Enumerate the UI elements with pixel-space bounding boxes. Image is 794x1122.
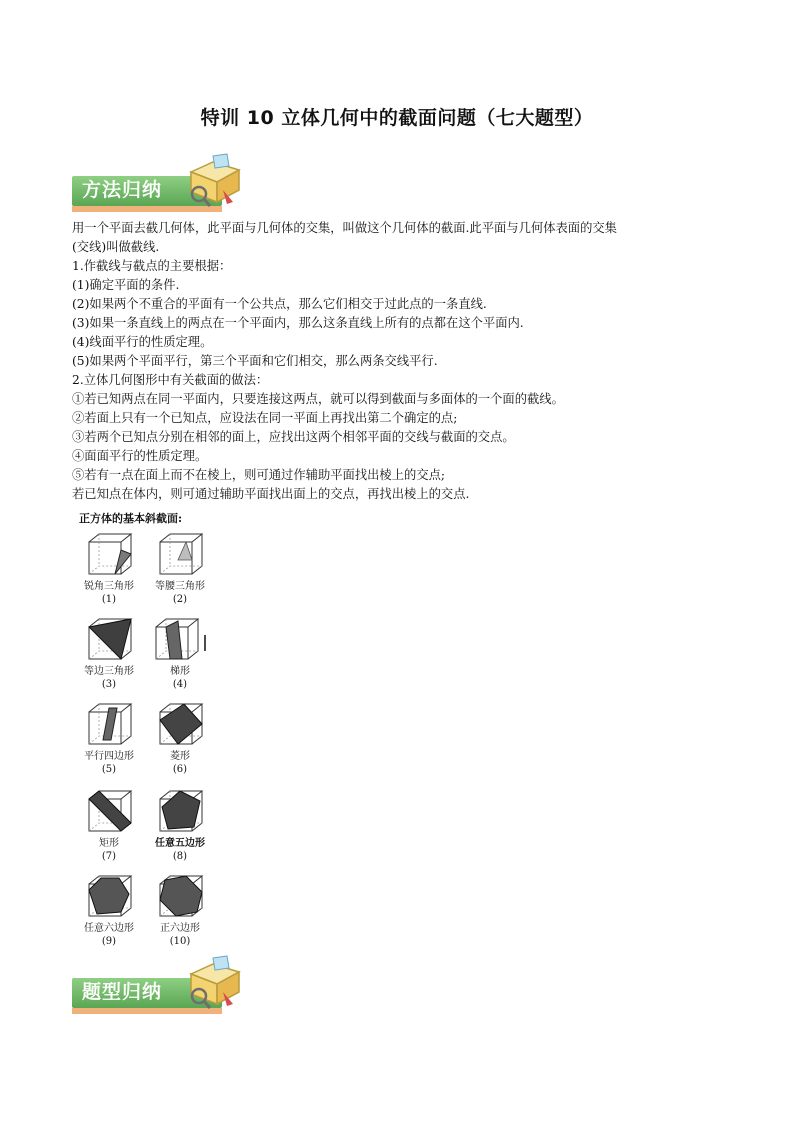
- method-text: [72, 219, 732, 504]
- cube-section-figure: [85, 615, 133, 663]
- figure-caption: 菱形: [170, 751, 190, 762]
- paragraph: ⑤若有一点在面上而不在棱上，则可通过作辅助平面找出棱上的交点;: [72, 468, 446, 482]
- figure-caption: 正六边形: [160, 923, 200, 934]
- paragraph: 用一个平面去截几何体，此平面与几何体的交集，叫做这个几何体的截面.此平面与几何体表面的交集: [72, 221, 617, 235]
- figure-caption: 锐角三角形: [84, 581, 134, 592]
- section-label: 方法归纳: [82, 179, 163, 201]
- figure-hexagon: [72, 872, 146, 948]
- figure-equilateral-triangle: [72, 615, 146, 691]
- figure-number: (3): [101, 679, 117, 690]
- figure-number: (1): [101, 594, 117, 605]
- paragraph: ①若已知两点在同一平面内，只要连接这两点，就可以得到截面与多面体的一个面的截线。: [72, 392, 564, 406]
- book-magnifier-icon: [183, 150, 247, 210]
- figure-caption: 等腰三角形: [155, 581, 205, 592]
- page-title: 特训 10 立体几何中的截面问题（七大题型）: [200, 107, 594, 129]
- cube-section-figure: [85, 700, 133, 748]
- paragraph: ②若面上只有一个已知点，应设法在同一平面上再找出第二个确定的点;: [72, 411, 458, 425]
- figure-number: (8): [172, 851, 188, 862]
- figure-caption: 任意五边形: [155, 838, 205, 849]
- book-magnifier-icon: [183, 952, 247, 1012]
- figure-caption: 等边三角形: [84, 666, 134, 677]
- paragraph: (5)如果两个平面平行，第三个平面和它们相交，那么两条交线平行.: [72, 354, 438, 368]
- section-banner-types: [72, 952, 247, 1018]
- figure-number: (10): [169, 936, 191, 947]
- cube-section-figure: [85, 872, 133, 920]
- figure-caption: 任意六边形: [84, 923, 134, 934]
- figure-number: (6): [172, 764, 188, 775]
- figure-parallelogram: [72, 700, 146, 776]
- paragraph: (2)如果两个不重合的平面有一个公共点，那么它们相交于过此点的一条直线.: [72, 297, 487, 311]
- paragraph: (4)线面平行的性质定理。: [72, 335, 213, 349]
- cube-section-figure: [85, 530, 133, 578]
- paragraph: 2.立体几何图形中有关截面的做法：: [72, 373, 269, 387]
- paragraph: 1.作截线与截点的主要根据：: [72, 259, 232, 273]
- figure-rectangle: [72, 787, 146, 863]
- figure-number: (9): [101, 936, 117, 947]
- figure-caption: 平行四边形: [84, 751, 134, 762]
- figure-number: (4): [172, 679, 188, 690]
- paragraph: (3)如果一条直线上的两点在一个平面内，那么这条直线上所有的点都在这个平面内.: [72, 316, 524, 330]
- section-label: 题型归纳: [82, 981, 163, 1003]
- section-banner-method: [72, 150, 247, 216]
- paragraph: (交线)叫做截线.: [72, 240, 160, 254]
- figure-isosceles-triangle: [143, 530, 217, 606]
- cube-section-figure: [152, 615, 208, 663]
- cube-section-figure: [156, 872, 204, 920]
- cube-section-figure: [156, 700, 204, 748]
- paragraph: 若已知点在体内，则可通过辅助平面找出面上的交点，再找出棱上的交点.: [72, 487, 470, 501]
- figure-rhombus: [143, 700, 217, 776]
- cube-section-figure: [156, 787, 204, 835]
- figure-trapezoid: [143, 615, 217, 691]
- figure-number: (2): [172, 594, 188, 605]
- figure-regular-hexagon: [143, 872, 217, 948]
- cube-section-figure: [85, 787, 133, 835]
- figure-number: (7): [101, 851, 117, 862]
- figure-pentagon: [143, 787, 217, 863]
- paragraph: ③若两个已知点分别在相邻的面上，应找出这两个相邻平面的交线与截面的交点。: [72, 430, 515, 444]
- figure-caption: 矩形: [99, 838, 119, 849]
- figure-acute-triangle: [72, 530, 146, 606]
- paragraph: ④面面平行的性质定理。: [72, 449, 208, 463]
- figure-caption: 梯形: [170, 666, 190, 677]
- cube-section-figure: [156, 530, 204, 578]
- cube-section-title: 正方体的基本斜截面:: [79, 512, 183, 525]
- paragraph: (1)确定平面的条件.: [72, 278, 180, 292]
- figure-number: (5): [101, 764, 117, 775]
